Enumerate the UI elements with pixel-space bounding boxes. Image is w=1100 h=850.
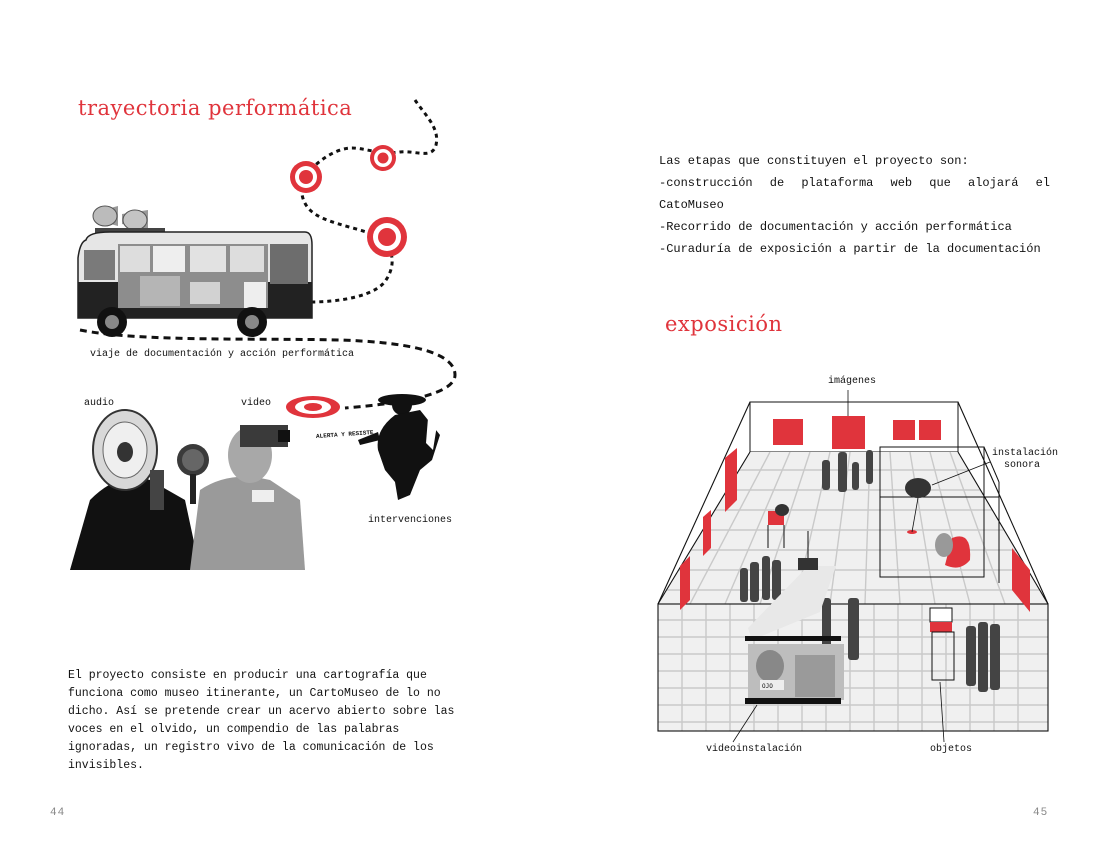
wall-image [893,420,915,440]
page-number-left: 44 [50,807,66,819]
audio-label: audio [84,398,115,409]
section-heading-trayectoria: trayectoria performática [78,96,353,120]
van-caption: viaje de documentación y acción performática [90,349,355,360]
video-label: video [241,398,272,409]
stage-item: -Recorrido de documentación y acción performática [659,220,1012,234]
stage-item: -construcción de plataforma web que alojará el CatoMuseo [659,176,1050,212]
video-installation-label: videoinstalación [706,744,803,755]
graffiti-text: ALERTA Y RESISTE [315,428,374,441]
section-heading-exposicion: exposición [665,312,783,336]
side-wall-image [703,510,711,556]
page-number-right: 45 [1033,807,1049,819]
sound-installation-label: instalación sonora [992,448,1059,471]
poster-text: OJO [762,683,773,690]
objects-label: objetos [930,744,973,755]
wall-image [832,416,865,449]
wall-image [773,419,803,445]
stage-item: -Curaduría de exposición a partir de la documentación [659,242,1041,256]
images-label: imágenes [828,376,877,387]
interventions-label: intervenciones [368,515,453,526]
wall-image [919,420,941,440]
stages-intro: Las etapas que constituyen el proyecto son: [659,154,969,168]
project-description: El proyecto consiste en producir una cartografía que funciona como museo itinerante, un CartoMuseo de lo no dicho. Así se pretende crear un acervo abierto sobre las voces en el olvido, un compendio de las palabras ignoradas, un registro vivo de la comunicación de los invisibles. [68,669,455,772]
